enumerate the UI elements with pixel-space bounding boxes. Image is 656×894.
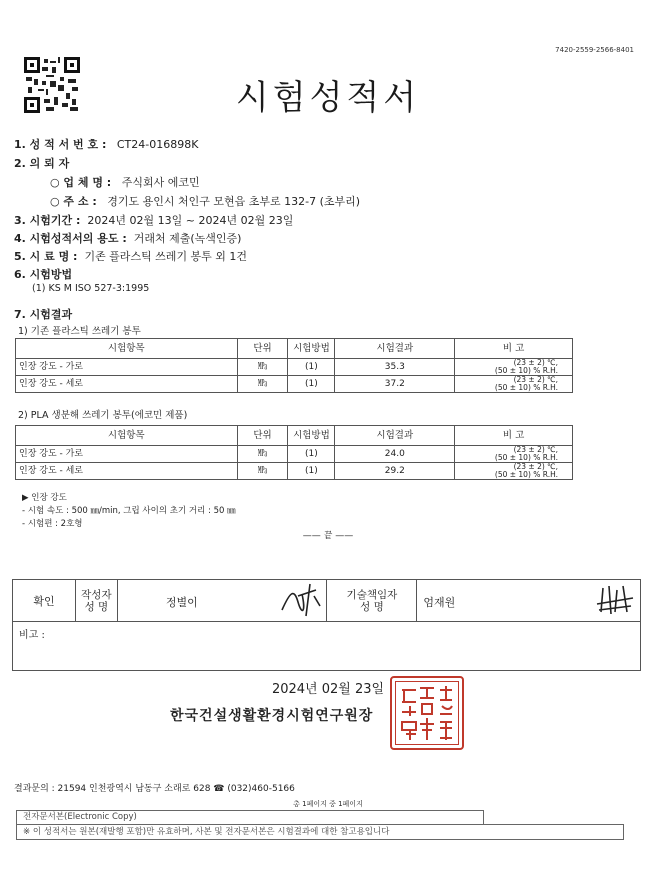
client-label: 2. 의 뢰 자 [14,157,70,170]
cell-item: 인장 강도 - 가로 [16,446,238,463]
header-method: 시험방법 [288,426,335,446]
cell-result: 24.0 [335,446,455,463]
remark-humidity: (50 ± 10) % R.H. [494,470,558,479]
test-method-value: (1) KS M ISO 527-3:1995 [32,283,150,294]
cell-unit: ㎫ [237,446,288,463]
cell-remark [455,359,573,376]
cell-unit: ㎫ [237,359,288,376]
remarks-row [13,622,641,671]
document-title: 시험성적서 [235,78,421,118]
cell-item: 인장 강도 - 가로 [16,359,238,376]
cell-method: (1) [288,463,335,480]
author-label-1: 작성자 [81,588,112,601]
remark-humidity: (50 ± 10) % R.H. [494,366,558,375]
section-purpose [14,230,241,246]
report-number-label: 1. 성 적 서 번 호 : [14,138,107,151]
company-label: ○ 업 체 명 : [50,176,112,189]
section-test-results [14,306,72,322]
header-remark: 비 고 [455,339,573,359]
remark-temp: (23 ± 2) ℃, [513,358,558,367]
inquiry-contact: 결과문의 : 21594 인천광역시 남동구 소래로 628 ☎ (032)460-5166 [14,784,295,794]
electronic-copy-label: 전자문서본(Electronic Copy) [16,810,484,824]
note-line: ▶ 인장 강도 [22,493,67,503]
remark-humidity: (50 ± 10) % R.H. [494,383,558,392]
cell-method: (1) [288,359,335,376]
end-mark: —— 끝 —— [302,531,354,541]
results-table-2 [15,425,573,480]
cell-method: (1) [288,446,335,463]
section-test-period [14,212,293,228]
author-label [75,580,117,622]
sample-name-value: 기존 플라스틱 쓰레기 봉투 외 1건 [84,250,248,263]
cell-remark [455,463,573,480]
company-value: 주식회사 에코민 [121,176,200,189]
cell-remark [455,446,573,463]
remark-humidity: (50 ± 10) % R.H. [494,453,558,462]
header-item: 시험항목 [16,426,238,446]
table-row [16,463,573,480]
client-company-row [50,174,200,190]
header-result: 시험결과 [335,426,455,446]
note-line: - 시험 속도 : 500 ㎜/min, 그립 사이의 초기 거리 : 50 ㎜ [22,506,236,516]
remark-temp: (23 ± 2) ℃, [513,375,558,384]
issue-date: 2024년 02월 23일 [271,682,385,697]
remarks-label: 비고 : [13,622,641,671]
tech-manager-cell [417,580,641,622]
purpose-value: 거래처 제출(녹색인증) [133,232,242,245]
institute-name: 한국건설생활환경시험연구원장 [170,708,374,724]
cell-result: 35.3 [335,359,455,376]
table-header-row [16,426,573,446]
author-name: 정별이 [165,596,198,609]
cell-unit: ㎫ [237,463,288,480]
address-value: 경기도 용인시 처인구 모현읍 초부로 132-7 (초부리) [107,195,361,208]
note-line: - 시험편 : 2호형 [22,519,83,529]
test-results-label: 7. 시험결과 [14,308,73,321]
author-label-2: 성 명 [84,600,109,613]
sample-name-label: 5. 시 료 명 : [14,250,78,263]
header-item: 시험항목 [16,339,238,359]
tech-manager-name: 엄재원 [423,596,456,609]
section-sample-name [14,248,247,264]
tech-manager-label [327,580,417,622]
seal-pattern-icon [396,682,458,744]
results-table-1 [15,338,573,393]
cell-result: 37.2 [335,376,455,393]
table-header-row [16,339,573,359]
table-row [16,446,573,463]
header-unit: 단위 [237,426,288,446]
remark-temp: (23 ± 2) ℃, [513,462,558,471]
test-method-label: 6. 시험방법 [14,268,73,281]
document-number: 7420-2559-2566-8401 [555,46,634,54]
tech-label-2: 성 명 [360,600,384,613]
table2-caption: 2) PLA 생분해 쓰레기 봉투(에코민 제품) [18,410,188,421]
header-result: 시험결과 [335,339,455,359]
purpose-label: 4. 시험성적서의 용도 : [14,232,127,245]
remark-temp: (23 ± 2) ℃, [513,445,558,454]
signature-row [13,580,641,622]
tech-label-1: 기술책임자 [346,588,398,601]
cell-remark [455,376,573,393]
signature-table [12,579,641,671]
copy-disclaimer: ※ 이 성적서는 원본(재발행 포함)만 유효하며, 사본 및 전자문서본은 시험결과에 대한 참고용입니다 [16,824,624,840]
cell-item: 인장 강도 - 세로 [16,376,238,393]
table-row [16,376,573,393]
header-remark: 비 고 [455,426,573,446]
section-report-number [14,136,198,152]
official-seal-icon [390,676,464,750]
cell-method: (1) [288,376,335,393]
address-label: ○ 주 소 : [50,195,97,208]
cell-item: 인장 강도 - 세로 [16,463,238,480]
confirm-label: 확인 [13,580,76,622]
page-count: 총 1페이지 중 1페이지 [293,800,363,808]
test-period-value: 2024년 02월 13일 ~ 2024년 02월 23일 [87,214,294,227]
tech-manager-signature-icon [593,582,637,618]
section-client [14,155,69,171]
cell-unit: ㎫ [237,376,288,393]
table-row [16,359,573,376]
cell-result: 29.2 [335,463,455,480]
table1-caption: 1) 기존 플라스틱 쓰레기 봉투 [18,326,141,337]
test-period-label: 3. 시험기간 : [14,214,81,227]
author-signature-icon [276,582,324,618]
client-address-row [50,193,360,209]
header-unit: 단위 [237,339,288,359]
report-number-value: CT24-016898K [116,138,199,151]
author-cell [117,580,327,622]
section-test-method [14,266,72,282]
header-method: 시험방법 [288,339,335,359]
